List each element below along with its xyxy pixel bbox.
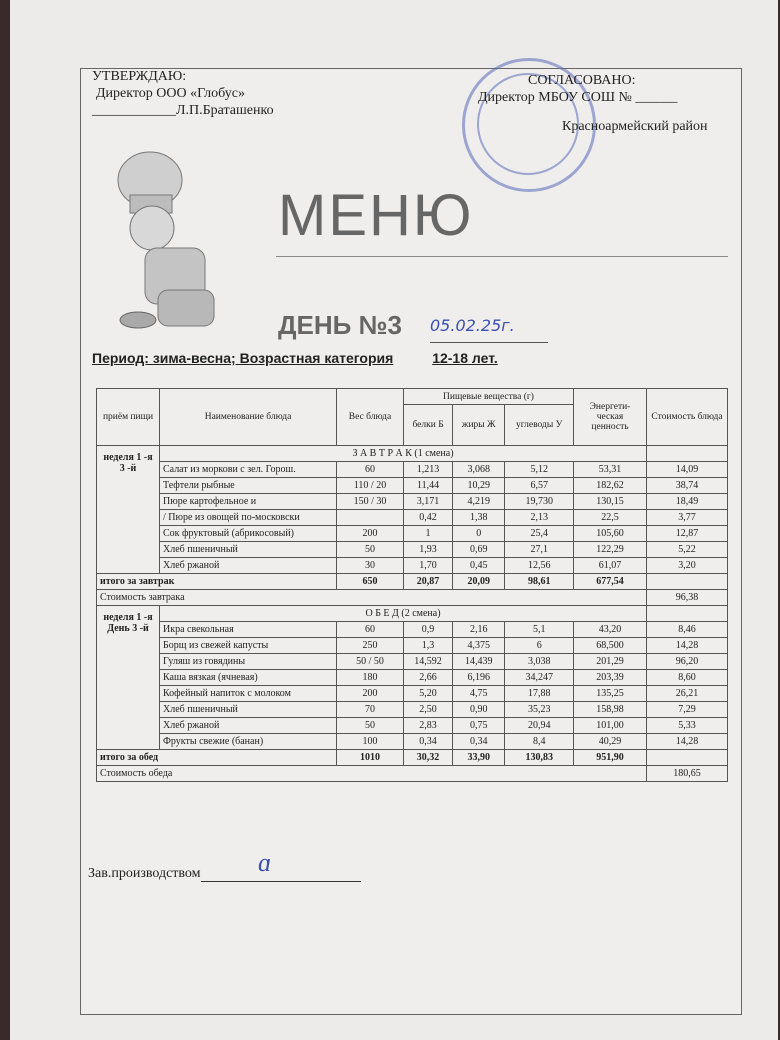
dish-value: 20,94 [505,718,574,734]
dish-value: 1,70 [404,558,453,574]
dish-value: 122,29 [574,542,647,558]
dish-value: 6,57 [505,478,574,494]
empty-cell [647,574,728,590]
date-underline [430,342,548,343]
dish-value: 201,29 [574,654,647,670]
dish-value: 27,1 [505,542,574,558]
dish-value: 14,28 [647,638,728,654]
table-row [97,510,728,526]
dish-value: 3,20 [647,558,728,574]
dish-value: 203,39 [574,670,647,686]
dish-name: / Пюре из овощей по-московски [160,510,337,526]
dish-value: 12,87 [647,526,728,542]
dish-value: 70 [337,702,404,718]
table-row [97,686,728,702]
total-value: 650 [337,574,404,590]
cost-value: 180,65 [647,766,728,782]
dish-value: 60 [337,462,404,478]
dish-value: 50 [337,542,404,558]
dish-value: 1,38 [453,510,505,526]
agreement-position-text: Директор МБОУ СОШ № [478,90,632,105]
dish-value: 1,213 [404,462,453,478]
dish-name: Тефтели рыбные [160,478,337,494]
empty-cell [647,606,728,622]
table-row [97,718,728,734]
dish-value: 0,69 [453,542,505,558]
period-line [92,350,498,366]
table-row [97,670,728,686]
dish-value: 0,90 [453,702,505,718]
age-range: 12-18 лет. [432,350,498,366]
table-row [97,654,728,670]
dish-value: 2,16 [453,622,505,638]
col-fat: жиры Ж [453,405,505,446]
approval-block [92,68,274,119]
dish-value: 105,60 [574,526,647,542]
day-number: ДЕНЬ №3 [278,310,402,340]
table-row [97,462,728,478]
dish-name: Кофейный напиток с молоком [160,686,337,702]
dish-name: Пюре картофельное и [160,494,337,510]
dish-value: 19,730 [505,494,574,510]
dish-name: Борщ из свежей капусты [160,638,337,654]
total-label: итого за обед [97,750,337,766]
dish-value: 150 / 30 [337,494,404,510]
col-carbs: углеводы У [505,405,574,446]
dish-name: Хлеб пшеничный [160,702,337,718]
table-row [97,734,728,750]
dish-value: 0,34 [404,734,453,750]
dish-value: 1,3 [404,638,453,654]
cook-illustration-icon [100,140,240,340]
dish-value: 0,75 [453,718,505,734]
cost-row [97,766,728,782]
dish-value: 3,038 [505,654,574,670]
agreement-heading: СОГЛАСОВАНО: [528,73,636,88]
dish-name: Хлеб ржаной [160,718,337,734]
table-row [97,558,728,574]
handwritten-date: 05.02.25г. [430,316,515,335]
dish-value: 3,171 [404,494,453,510]
dish-value: 250 [337,638,404,654]
total-value: 951,90 [574,750,647,766]
dish-value: 130,15 [574,494,647,510]
dish-value: 5,12 [505,462,574,478]
dish-name: Сок фруктовый (абрикосовый) [160,526,337,542]
total-value: 30,32 [404,750,453,766]
dish-value [337,510,404,526]
cost-label: Стоимость завтрака [97,590,647,606]
col-weight: Вес блюда [337,389,404,446]
agreement-district: Красноармейский район [562,119,708,134]
dish-value: 0,45 [453,558,505,574]
dish-value: 135,25 [574,686,647,702]
dish-value: 26,21 [647,686,728,702]
dish-value: 101,00 [574,718,647,734]
dish-name: Хлеб пшеничный [160,542,337,558]
signature-line [201,881,361,882]
total-row [97,750,728,766]
dish-value: 3,068 [453,462,505,478]
dish-value: 50 [337,718,404,734]
approval-signature: ____________Л.П.Браташенко [92,103,274,118]
title-underline [276,256,728,257]
dish-value: 200 [337,686,404,702]
dish-value: 4,75 [453,686,505,702]
dish-value: 0,42 [404,510,453,526]
dish-value: 10,29 [453,478,505,494]
dish-value: 17,88 [505,686,574,702]
section-row [97,606,728,622]
footer-signature [88,866,361,882]
approval-heading: УТВЕРЖДАЮ: [92,69,187,84]
dish-value: 14,439 [453,654,505,670]
dish-value: 2,83 [404,718,453,734]
dish-value: 180 [337,670,404,686]
dish-value: 34,247 [505,670,574,686]
section-title: З А В Т Р А К (1 смена) [160,446,647,462]
dish-value: 40,29 [574,734,647,750]
total-label: итого за завтрак [97,574,337,590]
dish-value: 60 [337,622,404,638]
table-row [97,478,728,494]
col-nutrients: Пищевые вещества (г) [404,389,574,405]
dish-value: 61,07 [574,558,647,574]
dish-value: 2,66 [404,670,453,686]
section-row [97,446,728,462]
dish-value: 5,22 [647,542,728,558]
dish-value: 0 [453,526,505,542]
dish-value: 182,62 [574,478,647,494]
dish-value: 100 [337,734,404,750]
menu-table [96,388,728,782]
dish-value: 2,50 [404,702,453,718]
agreement-block [478,72,748,135]
dish-value: 158,98 [574,702,647,718]
table-row [97,494,728,510]
menu-title: МЕНЮ [278,183,474,248]
dish-value: 11,44 [404,478,453,494]
dish-value: 200 [337,526,404,542]
dish-value: 1 [404,526,453,542]
meal-cell: неделя 1 -я День 3 -й [97,606,160,750]
footer-label: Зав.производством [88,866,201,881]
cost-value: 96,38 [647,590,728,606]
dish-name: Гуляш из говядины [160,654,337,670]
meal-cell: неделя 1 -я 3 -й [97,446,160,574]
approval-position: Директор ООО «Глобус» [96,86,245,101]
handwritten-signature-icon: ɑ [258,848,271,877]
table-row [97,702,728,718]
dish-value: 35,23 [505,702,574,718]
total-value: 98,61 [505,574,574,590]
dish-value: 110 / 20 [337,478,404,494]
dish-value: 8,46 [647,622,728,638]
dish-value: 12,56 [505,558,574,574]
cost-row [97,590,728,606]
dish-value: 4,375 [453,638,505,654]
dish-name: Фрукты свежие (банан) [160,734,337,750]
col-name: Наименование блюда [160,389,337,446]
table-row [97,542,728,558]
dish-value: 4,219 [453,494,505,510]
dish-value: 5,1 [505,622,574,638]
dish-value: 68,500 [574,638,647,654]
dish-value: 5,33 [647,718,728,734]
col-protein: белки Б [404,405,453,446]
total-value: 20,09 [453,574,505,590]
dish-value: 30 [337,558,404,574]
dish-value: 50 / 50 [337,654,404,670]
total-row [97,574,728,590]
dish-value: 3,77 [647,510,728,526]
dish-value: 2,13 [505,510,574,526]
total-value: 677,54 [574,574,647,590]
dish-value: 5,20 [404,686,453,702]
col-cost: Стоимость блюда [647,389,728,446]
dish-value: 1,93 [404,542,453,558]
table-row [97,622,728,638]
dish-value: 96,20 [647,654,728,670]
total-value: 20,87 [404,574,453,590]
empty-cell [647,446,728,462]
dish-value: 43,20 [574,622,647,638]
dish-value: 0,9 [404,622,453,638]
agreement-position: Директор МБОУ СОШ № ______ [478,90,678,105]
dish-value: 8,60 [647,670,728,686]
dish-value: 8,4 [505,734,574,750]
total-value: 33,90 [453,750,505,766]
dish-value: 14,09 [647,462,728,478]
total-value: 1010 [337,750,404,766]
dish-value: 18,49 [647,494,728,510]
dish-value: 6,196 [453,670,505,686]
dish-value: 6 [505,638,574,654]
dish-value: 53,31 [574,462,647,478]
dish-value: 22,5 [574,510,647,526]
cost-label: Стоимость обеда [97,766,647,782]
dish-value: 14,28 [647,734,728,750]
period-text: Период: зима-весна; Возрастная категория [92,350,394,366]
dish-value: 25,4 [505,526,574,542]
table-row [97,526,728,542]
table-row [97,638,728,654]
dish-value: 7,29 [647,702,728,718]
dish-value: 0,34 [453,734,505,750]
section-title: О Б Е Д (2 смена) [160,606,647,622]
dish-value: 38,74 [647,478,728,494]
col-energy: Энергети-ческая ценность [574,389,647,446]
col-meal: приём пищи [97,389,160,446]
dish-name: Икра свекольная [160,622,337,638]
total-value: 130,83 [505,750,574,766]
dish-name: Каша вязкая (ячневая) [160,670,337,686]
dish-name: Салат из моркови с зел. Горош. [160,462,337,478]
dish-value: 14,592 [404,654,453,670]
empty-cell [647,750,728,766]
dish-name: Хлеб ржаной [160,558,337,574]
